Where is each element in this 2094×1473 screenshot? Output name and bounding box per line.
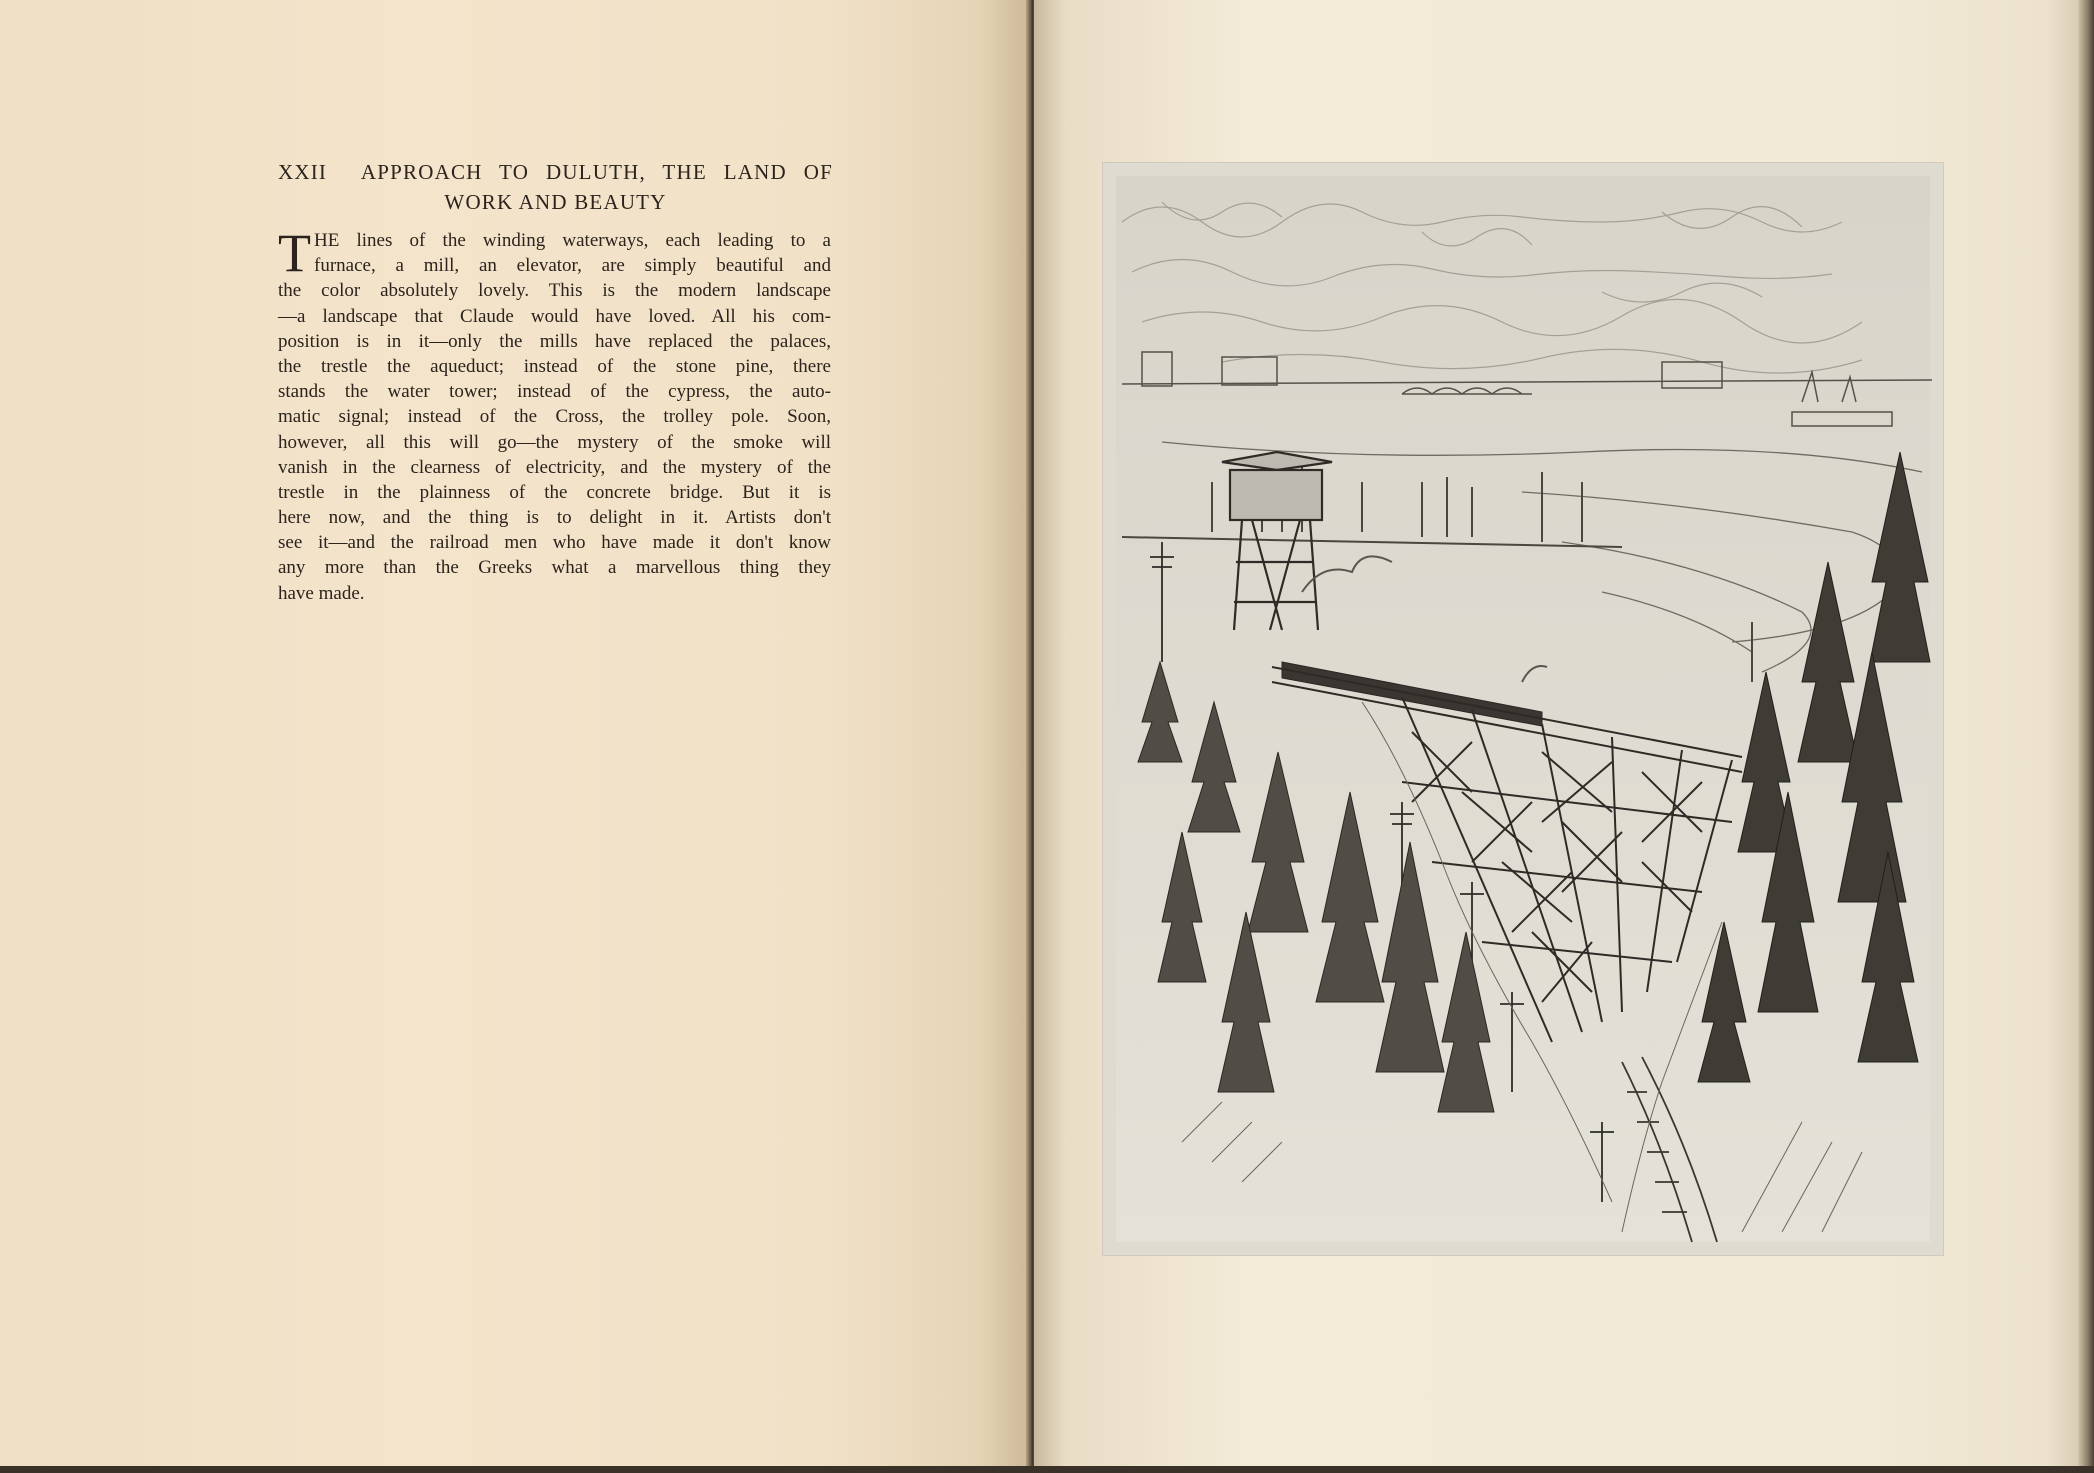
text-line: stands the water tower; instead of the cypress, the auto- [278,381,831,403]
text-line: here now, and the thing is to delight in it. Artists don't [278,507,831,529]
text-line: —a landscape that Claude would have loved. All his com- [278,305,831,327]
left-page [0,0,1030,1468]
text-line: position is in it—only the mills have replaced the palaces, [278,330,831,352]
drop-cap: T [278,223,311,283]
text-line: the color absolutely lovely. This is the modern landscape [278,280,831,302]
etching-plate [1102,162,1944,1256]
etching-illustration [1102,162,1944,1256]
chapter-number: XXII [278,160,328,184]
chapter-title-line-1: APPROACH TO DULUTH, THE LAND OF [360,160,833,184]
text-line: however, all this will go—the mystery of the smoke will [278,431,831,453]
chapter-heading [278,157,833,217]
book-bottom-edge [0,1466,2094,1473]
text-line: any more than the Greeks what a marvellous thing they [278,557,831,579]
chapter-title-line-2: WORK AND BEAUTY [444,190,667,214]
chapter-heading-line-1 [278,157,833,187]
text-line: furnace, a mill, an elevator, are simply beautiful and [314,255,831,277]
text-line: see it—and the railroad men who have made it don't know [278,532,831,554]
text-line: have made. [278,582,365,604]
page-stack-edge [2078,0,2094,1473]
text-line: HE lines of the winding waterways, each leading to a [314,230,831,251]
text-line: matic signal; instead of the Cross, the trolley pole. Soon, [278,406,831,428]
text-line: vanish in the clearness of electricity, and the mystery of the [278,456,831,478]
text-line: the trestle the aqueduct; instead of the stone pine, there [278,355,831,377]
chapter-body-text [278,223,831,606]
text-line: trestle in the plainness of the concrete bridge. But it is [278,481,831,503]
